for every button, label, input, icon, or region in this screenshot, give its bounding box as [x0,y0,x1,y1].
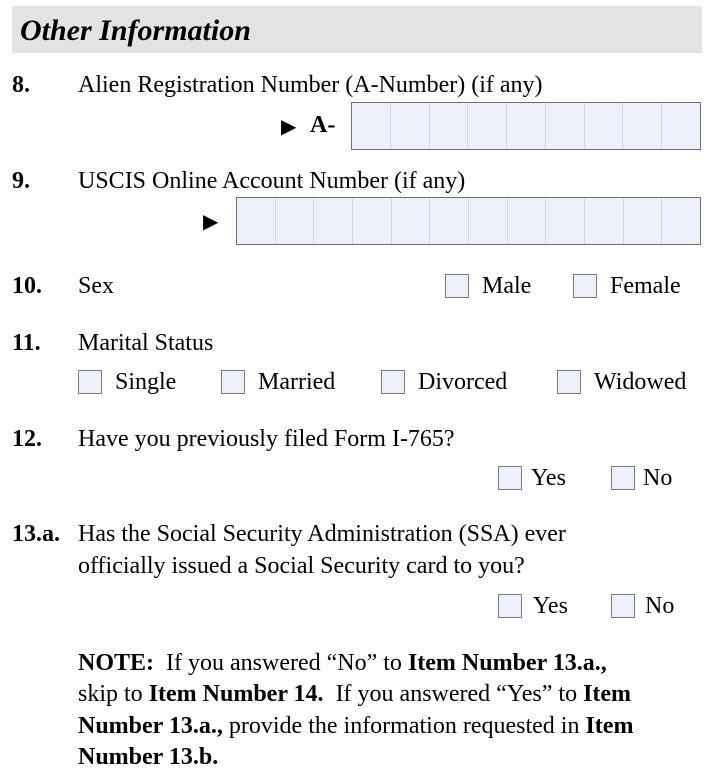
filed-i765-no-checkbox[interactable] [611,466,635,490]
marital-divorced-label: Divorced [418,369,508,395]
item-10-label: Sex [78,273,114,299]
marital-divorced-checkbox[interactable] [381,370,405,394]
section-title: Other Information [20,14,251,47]
sex-female-label: Female [610,273,681,299]
a-number-prefix: A- [310,112,336,138]
item-11-number: 11. [12,330,41,356]
note-ref: Item [585,713,634,739]
ssa-card-yes-label: Yes [533,593,568,619]
note-ref: Number 13.a., [78,713,223,739]
item-9-label: USCIS Online Account Number (if any) [78,168,466,194]
note-ref: Item Number 14. [148,681,324,707]
ssa-card-yes-checkbox[interactable] [498,594,522,618]
filed-i765-no-label: No [643,465,673,491]
note-line-4 [78,744,218,771]
note-text: If you answered “Yes” to [335,681,578,707]
arrow-icon: ▶ [203,211,219,233]
marital-single-checkbox[interactable] [78,370,102,394]
marital-widowed-checkbox[interactable] [557,370,581,394]
ssa-card-no-label: No [645,593,675,619]
note-text: If you answered “No” to [166,650,402,676]
uscis-account-input[interactable] [236,197,701,245]
item-11-label: Marital Status [78,330,214,356]
note-text: skip to [78,681,143,707]
marital-single-label: Single [115,369,177,395]
note-line-1 [78,650,607,677]
item-12-label: Have you previously filed Form I-765? [78,426,455,452]
item-9-number: 9. [12,168,30,194]
item-13a-label-line1: Has the Social Security Administration (SSA) ever [78,521,566,547]
filed-i765-yes-label: Yes [531,465,566,491]
item-13a-label-line2: officially issued a Social Security card to you? [78,553,525,579]
marital-married-label: Married [258,369,336,395]
note-line-3 [78,713,633,740]
sex-male-checkbox[interactable] [445,274,469,298]
a-number-input[interactable] [351,102,701,150]
item-8-number: 8. [12,72,30,98]
note-label: NOTE: [78,650,155,676]
note-ref: Item Number 13.a., [407,650,607,676]
sex-female-checkbox[interactable] [573,274,597,298]
item-8-label: Alien Registration Number (A-Number) (if any) [78,72,543,98]
note-ref: Number 13.b. [78,744,219,770]
filed-i765-yes-checkbox[interactable] [498,466,522,490]
item-10-number: 10. [12,273,42,299]
arrow-icon: ▶ [281,116,297,138]
marital-widowed-label: Widowed [594,369,687,395]
section-header [12,6,702,53]
ssa-card-no-checkbox[interactable] [611,594,635,618]
note-ref: Item [583,681,632,707]
marital-married-checkbox[interactable] [221,370,245,394]
note-text: provide the information requested in [228,713,580,739]
item-12-number: 12. [12,426,42,452]
item-13a-number: 13.a. [12,521,60,547]
sex-male-label: Male [482,273,532,299]
note-line-2 [78,681,631,708]
